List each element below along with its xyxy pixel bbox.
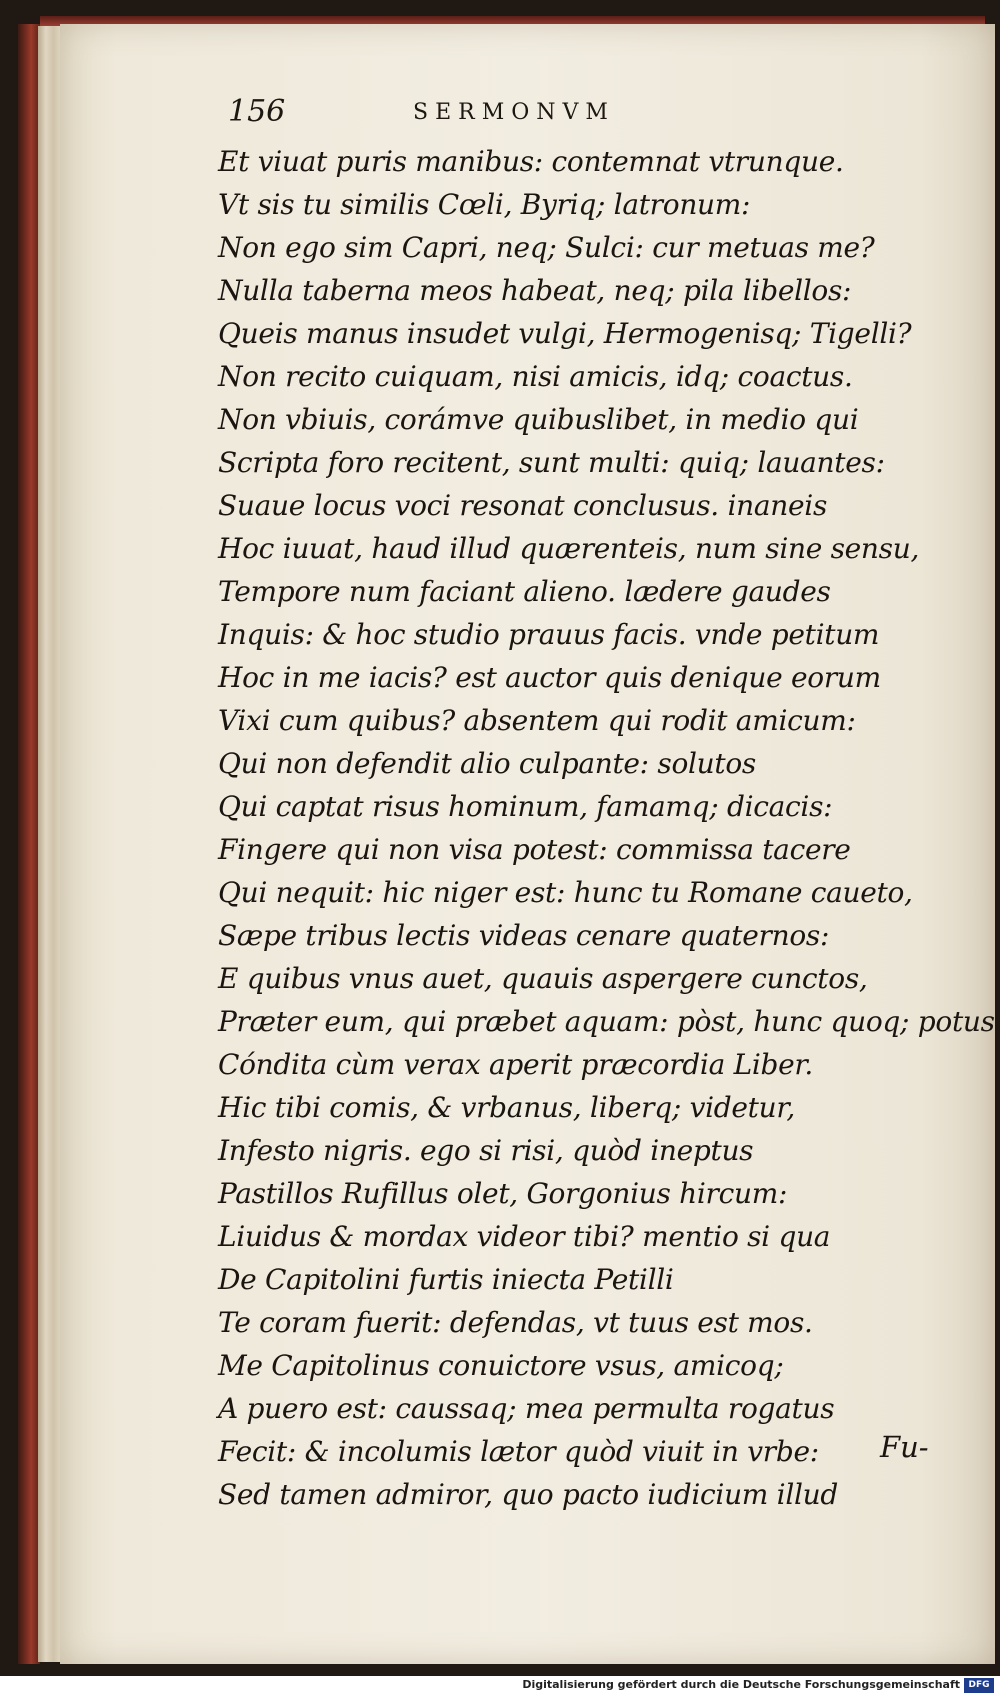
verse-line: Liuidus & mordax videor tibi? mentio si qua (218, 1220, 831, 1253)
verse-line: Qui captat risus hominum, famamq; dicacis: (218, 790, 833, 823)
verse-line: Et viuat puris manibus: contemnat vtrunque. (218, 145, 844, 178)
page-header (228, 94, 928, 144)
verse-line: Fecit: & incolumis lætor quòd viuit in vrbe: (218, 1435, 819, 1468)
verse-line: Hoc iuuat, haud illud quærenteis, num sine sensu, (218, 532, 920, 565)
book-red-edge (18, 24, 40, 1664)
verse-line: Fingere qui non visa potest: commissa tacere (218, 833, 851, 866)
verse-line: Præter eum, qui præbet aquam: pòst, hunc quoq; potus (218, 1005, 995, 1038)
verse-line: Cóndita cùm verax aperit præcordia Liber. (218, 1048, 814, 1081)
verse-line: Tempore num faciant alieno. lædere gaudes (218, 575, 831, 608)
verse-line: Hoc in me iacis? est auctor quis denique eorum (218, 661, 881, 694)
verse-line: Suaue locus voci resonat conclusus. inaneis (218, 489, 828, 522)
verse-line: Non ego sim Capri, neq; Sulci: cur metuas me? (218, 231, 875, 264)
verse-line: Pastillos Rufillus olet, Gorgonius hircum: (218, 1177, 788, 1210)
verse-line: Sæpe tribus lectis videas cenare quaternos: (218, 919, 830, 952)
verse-line: Qui nequit: hic niger est: hunc tu Romane caueto, (218, 876, 913, 909)
verse-line: Queis manus insudet vulgi, Hermogenisq; Tigelli? (218, 317, 912, 350)
verse-list (218, 140, 995, 1516)
verse-line: Scripta foro recitent, sunt multi: quiq; lauantes: (218, 446, 885, 479)
verse-line: Non vbiuis, corámve quibuslibet, in medio qui (218, 403, 859, 436)
running-head: SERMONVM (413, 100, 615, 125)
verse-line: Qui non defendit alio culpante: solutos (218, 747, 756, 780)
show-through-text (905, 144, 995, 1644)
verse-line: Te coram fuerit: defendas, vt tuus est mos. (218, 1306, 813, 1339)
verse-line: De Capitolini furtis iniecta Petilli (218, 1263, 674, 1296)
dfg-logo: DFG (964, 1678, 994, 1693)
verse-line: Infesto nigris. ego si risi, quòd ineptus (218, 1134, 754, 1167)
verse-line: Sed tamen admiror, quo pacto iudicium illud (218, 1478, 838, 1511)
verse-line: Inquis: & hoc studio prauus facis. vnde petitum (218, 618, 880, 651)
footer-credit: Digitalisierung gefördert durch die Deutsche Forschungsgemeinschaft (522, 1678, 960, 1691)
verse-line: Nulla taberna meos habeat, neq; pila libellos: (218, 274, 852, 307)
verse-line: Non recito cuiquam, nisi amicis, idq; coactus. (218, 360, 853, 393)
verse-line: Vt sis tu similis Cœli, Byriq; latronum: (218, 188, 751, 221)
verse-line: Me Capitolinus conuictore vsus, amicoq; (218, 1349, 784, 1382)
verse-line: A puero est: caussaq; mea permulta rogatus (218, 1392, 835, 1425)
page-number: 156 (228, 94, 286, 129)
catchword: Fu- (880, 1430, 929, 1464)
verse-line: Vixi cum quibus? absentem qui rodit amicum: (218, 704, 856, 737)
verse-line: E quibus vnus auet, quauis aspergere cunctos, (218, 962, 868, 995)
verse-line: Hic tibi comis, & vrbanus, liberq; videtur, (218, 1091, 795, 1124)
